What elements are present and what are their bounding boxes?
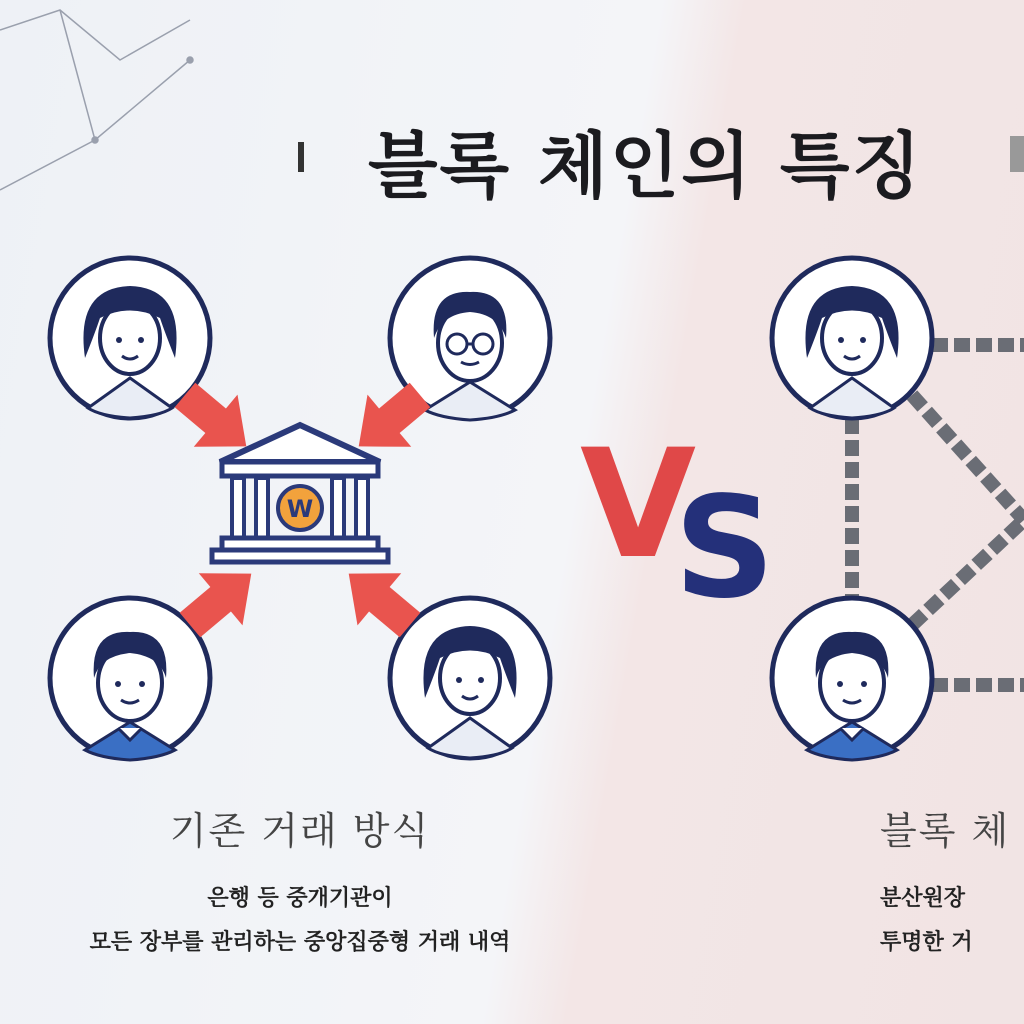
person-icon (390, 598, 550, 758)
person-icon (772, 598, 932, 760)
caption-title: 기존 거래 방식 (169, 809, 431, 853)
page-title: 블록 체인의 특징 (368, 124, 923, 208)
caption-line2: 투명한 거 (880, 930, 973, 955)
vs-label (580, 418, 775, 630)
caption-line1: 은행 등 중개기관이 (207, 886, 393, 911)
person-icon (772, 258, 932, 418)
network-decoration (0, 10, 193, 190)
vs-s: S (674, 467, 775, 630)
caption-line2: 모든 장부를 관리하는 중앙집중형 거래 내역 (89, 930, 511, 955)
vs-v: V (580, 418, 697, 592)
caption-blockchain (880, 800, 1024, 965)
caption-line1: 분산원장 (880, 886, 966, 911)
caption-title: 블록 체 (880, 809, 1011, 853)
caption-traditional (60, 800, 540, 965)
bank-symbol: W (286, 495, 314, 523)
person-icon (50, 598, 210, 760)
